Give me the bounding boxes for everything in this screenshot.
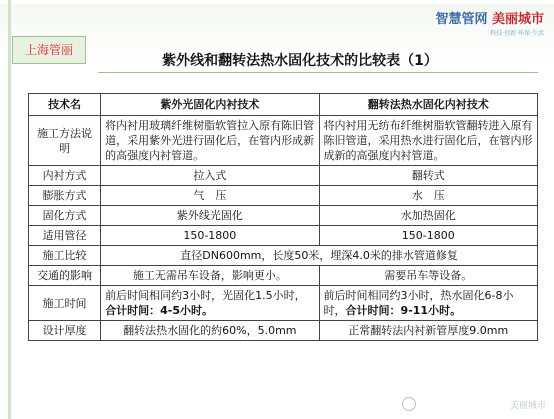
- cell-uv: 翻转法热水固化的約60%，5.0mm: [101, 321, 319, 341]
- table-row: [29, 266, 538, 286]
- row-label: 施工时间: [29, 286, 101, 321]
- table-row: [29, 286, 538, 321]
- logo-tagline: 科技·创新·环保·生活: [490, 30, 544, 37]
- title-rule: [98, 72, 538, 73]
- cell-uv: 气 压: [101, 186, 319, 206]
- row-label: 施工比较: [29, 246, 101, 266]
- cell-inversion: 正常翻转法内衬新管厚度9.0mm: [319, 321, 537, 341]
- row-label: 交通的影响: [29, 266, 101, 286]
- table-header-row: [29, 94, 538, 116]
- row-label: 施工方法说明: [29, 116, 101, 166]
- cell-uv-total: 合计时间：4-5小时。: [105, 304, 213, 317]
- table-row: [29, 166, 538, 186]
- cell-uv: 施工无需吊车设备，影响更小。: [101, 266, 319, 286]
- comparison-table: [28, 93, 538, 341]
- table-row: [29, 321, 538, 341]
- row-label: 膨胀方式: [29, 186, 101, 206]
- row-label: 适用管径: [29, 226, 101, 246]
- cell-inversion-text: 前后时间相同约3小时，热水固化6-8小时，: [323, 289, 514, 317]
- cell-inversion-total: 合计时间：9-11小时。: [345, 304, 462, 317]
- cell-inversion: 水加热固化: [319, 206, 537, 226]
- watermark-text: 美丽城市: [509, 401, 546, 411]
- slide-title: 紫外线和翻转法热水固化技术的比较表（1）: [162, 53, 438, 69]
- cell-uv: 紫外线光固化: [101, 206, 319, 226]
- header-cell-inversion: 翻转法热水固化内衬技术: [319, 94, 537, 116]
- table-row: [29, 226, 538, 246]
- cell-uv: 150-1800: [101, 226, 319, 246]
- row-label: 固化方式: [29, 206, 101, 226]
- row-label: 设计厚度: [29, 321, 101, 341]
- header-cell-uv: 紫外光固化内衬技术: [101, 94, 319, 116]
- row-label: 内衬方式: [29, 166, 101, 186]
- logo-name-red: 美丽城市: [491, 12, 544, 27]
- left-accent-bar: [8, 0, 11, 419]
- cell-uv-text: 前后时间相同约3小时，光固化1.5小时，: [105, 289, 306, 302]
- cell-uv: [101, 286, 319, 321]
- brand-logo: [424, 8, 544, 38]
- header-cell-tech: 技术名: [29, 94, 101, 116]
- cell-inversion: 翻转式: [319, 166, 537, 186]
- cell-inversion: [319, 286, 537, 321]
- cell-inversion: 150-1800: [319, 226, 537, 246]
- cell-uv: 拉入式: [101, 166, 319, 186]
- cell-inversion: 水 压: [319, 186, 537, 206]
- table-row: [29, 206, 538, 226]
- cell-uv: 将内衬用玻璃纤维树脂软管拉入原有陈旧管道，采用紫外光进行固化后，在管内形成新的高强度内衬管道。: [101, 116, 319, 166]
- company-badge: 上海管丽: [12, 36, 86, 64]
- logo-wordmark: [424, 8, 544, 27]
- table-row: [29, 186, 538, 206]
- cell-inversion: 将内衬用无纺布纤维树脂软管翻转进入原有陈旧管道，采用热水进行固化后，在管内形成新的高强度内衬管道。: [319, 116, 537, 166]
- table-row: [29, 246, 538, 266]
- logo-name-blue: 智慧管网: [435, 12, 488, 27]
- table-row: [29, 116, 538, 166]
- watermark-icon: [402, 397, 416, 411]
- cell-inversion: 需要吊车等设备。: [319, 266, 537, 286]
- cell-merged: 直径DN600mm，长度50米，埋深4.0米的排水管道修复: [101, 246, 538, 266]
